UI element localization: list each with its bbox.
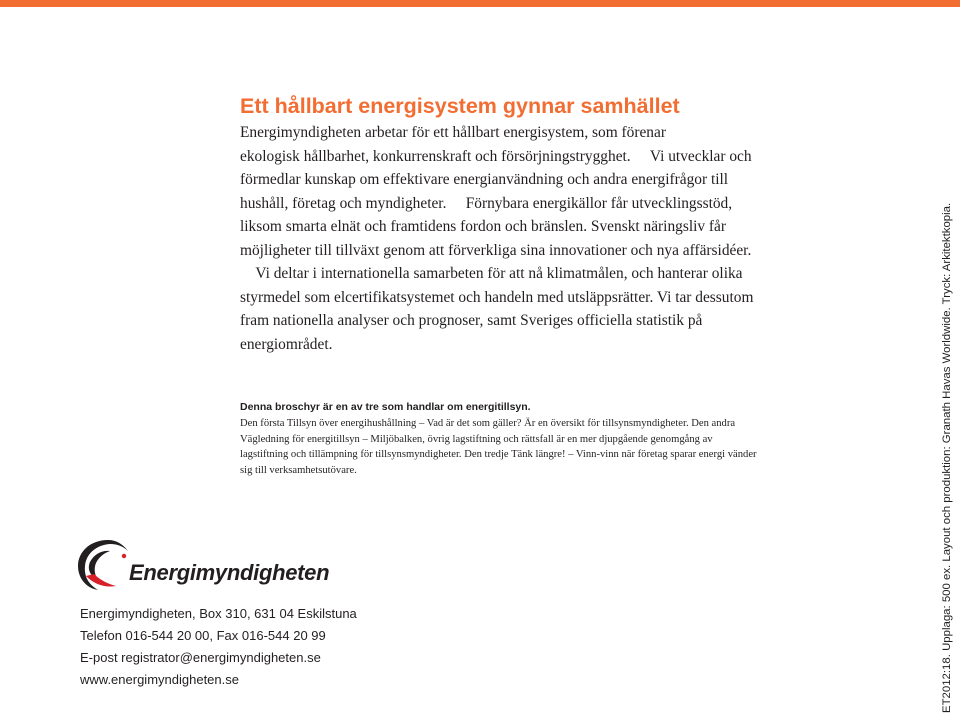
- publication-code: ET2012:18.: [941, 654, 953, 713]
- contact-web[interactable]: www.energimyndigheten.se: [80, 672, 239, 687]
- print-shop-info: Tryck: Arkitektkopia.: [941, 202, 953, 305]
- brochure-body: Den första Tillsyn över energihushållning – Vad är det som gäller? Är en översikt för tillsynsmyndigheter. Den andra Vägledning för energitillsyn – Miljöbalken, övrig lagstiftning och rättsfall är en mer djupgående genomgång av lagstiftning och tillämpning för tillsynsmyndigheter. Den tredje Tänk längre! – Vinn-vinn när företag sparar energi vänder sig till verksamhetsutövare.: [240, 418, 757, 476]
- paragraph-text: Vi deltar i internationella samarbeten för att nå klimatmålen, och hanterar olika styrmedel som elcertifikatsystemet och handeln med utsläppsrätter.: [240, 265, 743, 306]
- print-info: [940, 202, 954, 713]
- contact-email[interactable]: E-post registrator@energimyndigheten.se: [80, 650, 321, 665]
- edition-info: Upplaga: 500 ex.: [941, 564, 953, 651]
- brochure-title: Denna broschyr är en av tre som handlar om energitillsyn.: [240, 401, 531, 413]
- paragraph-text: Förnybara energikällor får utvecklingsstöd, liksom smarta elnät och framtidens fordon och bränslen.: [240, 194, 733, 235]
- contact-info: [80, 603, 400, 691]
- intro-first-line: Energimyndigheten arbetar för ett hållbart energisystem, som förenar: [240, 124, 666, 141]
- brochure-info: [240, 399, 760, 478]
- production-info: Layout och produktion: Granath Havas Worldwide.: [941, 307, 953, 562]
- paragraph-text: Vi tar dessutom fram nationella analyser och prognoser, samt Sveriges officiella statistik på energiområdet.: [240, 288, 754, 353]
- logo-wordmark: Energimyndigheten: [129, 560, 330, 585]
- page-title: Ett hållbart energisystem gynnar samhället: [240, 94, 680, 118]
- contact-phone: Telefon 016-544 20 00, Fax 016-544 20 99: [80, 628, 326, 643]
- energimyndigheten-mark-icon: [76, 536, 136, 596]
- top-accent-bar: [0, 0, 960, 7]
- intro-rest: ekologisk hållbarhet, konkurrenskraft och försörjningstrygghet.: [240, 147, 631, 165]
- energimyndigheten-logo: [76, 536, 336, 596]
- paragraph-text: Svenskt näringsliv får möjligheter till tillväxt genom att förverkliga sina innovationer och nya affärsidéer.: [240, 218, 752, 259]
- contact-address: Energimyndigheten, Box 310, 631 04 Eskilstuna: [80, 606, 357, 621]
- body-text: [240, 121, 760, 356]
- paragraph-text: Vi utvecklar och förmedlar kunskap om effektivare energianvändning och andra energifrågor till hushåll, företag och myndigheter.: [240, 147, 752, 212]
- main-content: [240, 92, 760, 356]
